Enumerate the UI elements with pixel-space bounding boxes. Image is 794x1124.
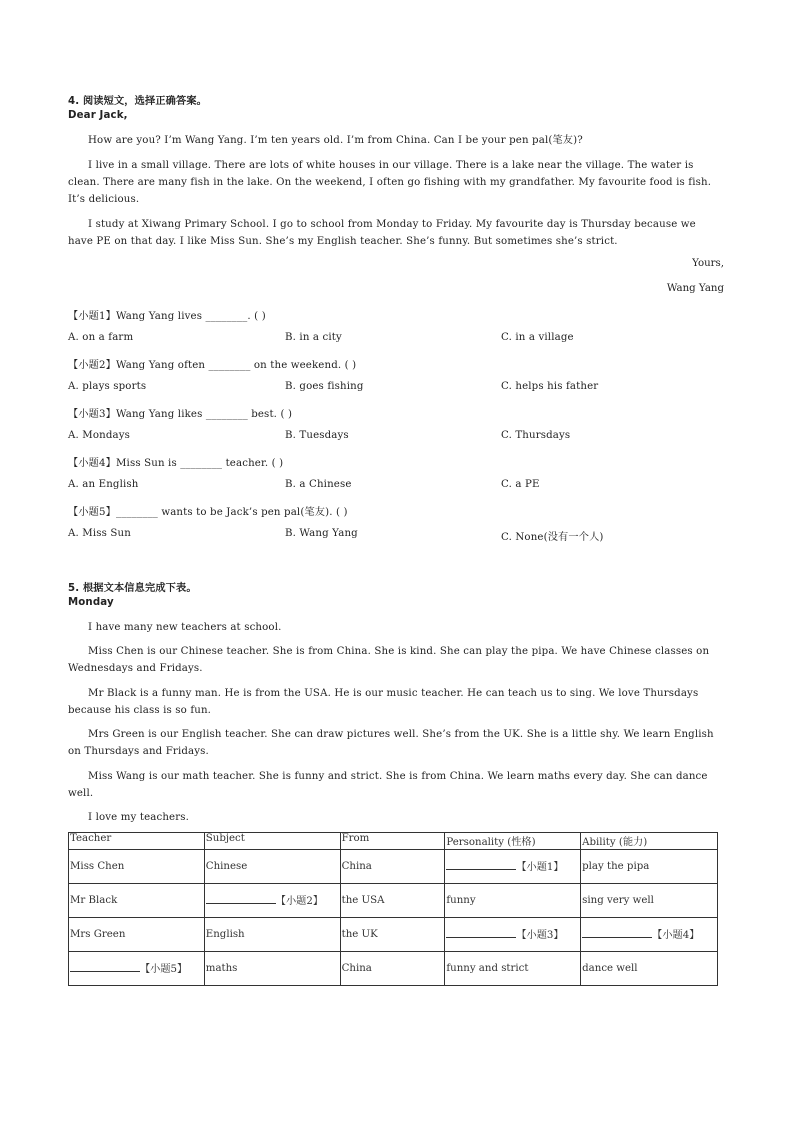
question-stem: 【小题3】Wang Yang likes ________ best. ( )	[68, 409, 293, 420]
option-a[interactable]: A. Mondays	[68, 430, 131, 441]
option-a[interactable]: A. an English	[68, 479, 139, 490]
table-cell: Miss Chen	[69, 850, 205, 884]
answer-blank-line	[206, 893, 276, 904]
passage-subtitle: Monday	[68, 597, 114, 608]
option-b[interactable]: B. in a city	[285, 332, 342, 343]
table-cell: maths	[204, 952, 340, 986]
table-cell: play the pipa	[581, 850, 718, 884]
option-c[interactable]: C. Thursdays	[501, 430, 571, 441]
answer-blank-cell[interactable]	[445, 918, 581, 952]
q4-title: 4. 阅读短文，选择正确答案。	[68, 96, 208, 107]
letter-greeting: Dear Jack,	[68, 110, 128, 121]
option-b[interactable]: B. goes fishing	[285, 381, 364, 392]
letter-paragraph: I study at Xiwang Primary School. I go to school from Monday to Friday. My favourite day is Thursday because we have PE on that day. I like Miss Sun. She’s my English teacher. She’s funny. But sometimes she’s strict.	[68, 219, 696, 247]
table-row	[69, 884, 718, 918]
table-cell: Chinese	[204, 850, 340, 884]
table-cell: the UK	[340, 918, 445, 952]
option-c[interactable]: C. in a village	[501, 332, 574, 343]
answer-blank-label: 【小题4】	[652, 929, 700, 941]
passage-paragraph: I love my teachers.	[88, 812, 190, 823]
passage-paragraph: Miss Chen is our Chinese teacher. She is from China. She is kind. She can play the pipa. We have Chinese classes on Wednesdays and Fridays.	[68, 646, 710, 674]
option-c[interactable]: C. helps his father	[501, 381, 599, 392]
column-header: From	[340, 833, 445, 850]
table-cell: the USA	[340, 884, 445, 918]
answer-blank-cell[interactable]	[204, 884, 340, 918]
question-stem: 【小题4】Miss Sun is ________ teacher. ( )	[68, 458, 284, 469]
teacher-table	[68, 832, 718, 986]
table-cell: funny	[445, 884, 581, 918]
table-header-row	[69, 833, 718, 850]
question-stem: 【小题2】Wang Yang often ________ on the weekend. ( )	[68, 360, 357, 371]
answer-blank-line	[582, 927, 652, 938]
question-stem: 【小题5】________ wants to be Jack’s pen pal(笔友). ( )	[68, 507, 348, 518]
passage-paragraph: Mrs Green is our English teacher. She can draw pictures well. She’s from the UK. She is a little shy. We learn English on Thursdays and Fridays.	[68, 729, 714, 757]
answer-blank-label: 【小题3】	[516, 929, 564, 941]
column-header: Ability (能力)	[581, 833, 718, 850]
letter-signature: Wang Yang	[666, 283, 724, 294]
table-row	[69, 952, 718, 986]
option-c[interactable]: C. a PE	[501, 479, 540, 490]
table-row	[69, 850, 718, 884]
table-cell: Mrs Green	[69, 918, 205, 952]
option-b[interactable]: B. a Chinese	[285, 479, 352, 490]
answer-blank-line	[70, 961, 140, 972]
column-header: Teacher	[69, 833, 205, 850]
answer-blank-line	[446, 927, 516, 938]
answer-blank-label: 【小题1】	[516, 861, 564, 873]
answer-blank-label: 【小题2】	[275, 895, 324, 907]
answer-blank-line	[446, 859, 516, 870]
table-cell: Mr Black	[69, 884, 205, 918]
answer-blank-label: 【小题5】	[140, 963, 188, 975]
question-stem: 【小题1】Wang Yang lives ________. ( )	[68, 311, 266, 322]
answer-blank-cell[interactable]	[445, 850, 581, 884]
letter-paragraph: How are you? I’m Wang Yang. I’m ten years old. I’m from China. Can I be your pen pal(笔友)?	[88, 135, 583, 146]
answer-blank-cell[interactable]	[581, 918, 718, 952]
passage-paragraph: Mr Black is a funny man. He is from the USA. He is our music teacher. He can teach us to sing. We love Thursdays because his class is so fun.	[68, 688, 699, 716]
table-row	[69, 918, 718, 952]
letter-paragraph: I live in a small village. There are lots of white houses in our village. There is a lake near the village. The water is clean. There are many fish in the lake. On the weekend, I often go fishing with my grandfather. My favourite food is fish. It’s delicious.	[68, 160, 712, 205]
table-cell: dance well	[581, 952, 718, 986]
table-cell: funny and strict	[445, 952, 581, 986]
option-a[interactable]: A. on a farm	[68, 332, 134, 343]
option-c[interactable]: C. None(没有一个人)	[501, 532, 604, 543]
table-cell: sing very well	[581, 884, 718, 918]
passage-paragraph: I have many new teachers at school.	[88, 622, 282, 633]
table-cell: China	[340, 952, 445, 986]
option-a[interactable]: A. plays sports	[68, 381, 147, 392]
column-header: Personality (性格)	[445, 833, 581, 850]
passage-paragraph: Miss Wang is our math teacher. She is funny and strict. She is from China. We learn maths every day. She can dance well.	[68, 771, 708, 799]
letter-closing: Yours,	[692, 258, 724, 269]
column-header: Subject	[204, 833, 340, 850]
table-cell: China	[340, 850, 445, 884]
option-b[interactable]: B. Tuesdays	[285, 430, 349, 441]
option-b[interactable]: B. Wang Yang	[285, 528, 358, 539]
q5-title: 5. 根据文本信息完成下表。	[68, 583, 197, 594]
answer-blank-cell[interactable]	[69, 952, 205, 986]
option-a[interactable]: A. Miss Sun	[68, 528, 131, 539]
table-cell: English	[204, 918, 340, 952]
